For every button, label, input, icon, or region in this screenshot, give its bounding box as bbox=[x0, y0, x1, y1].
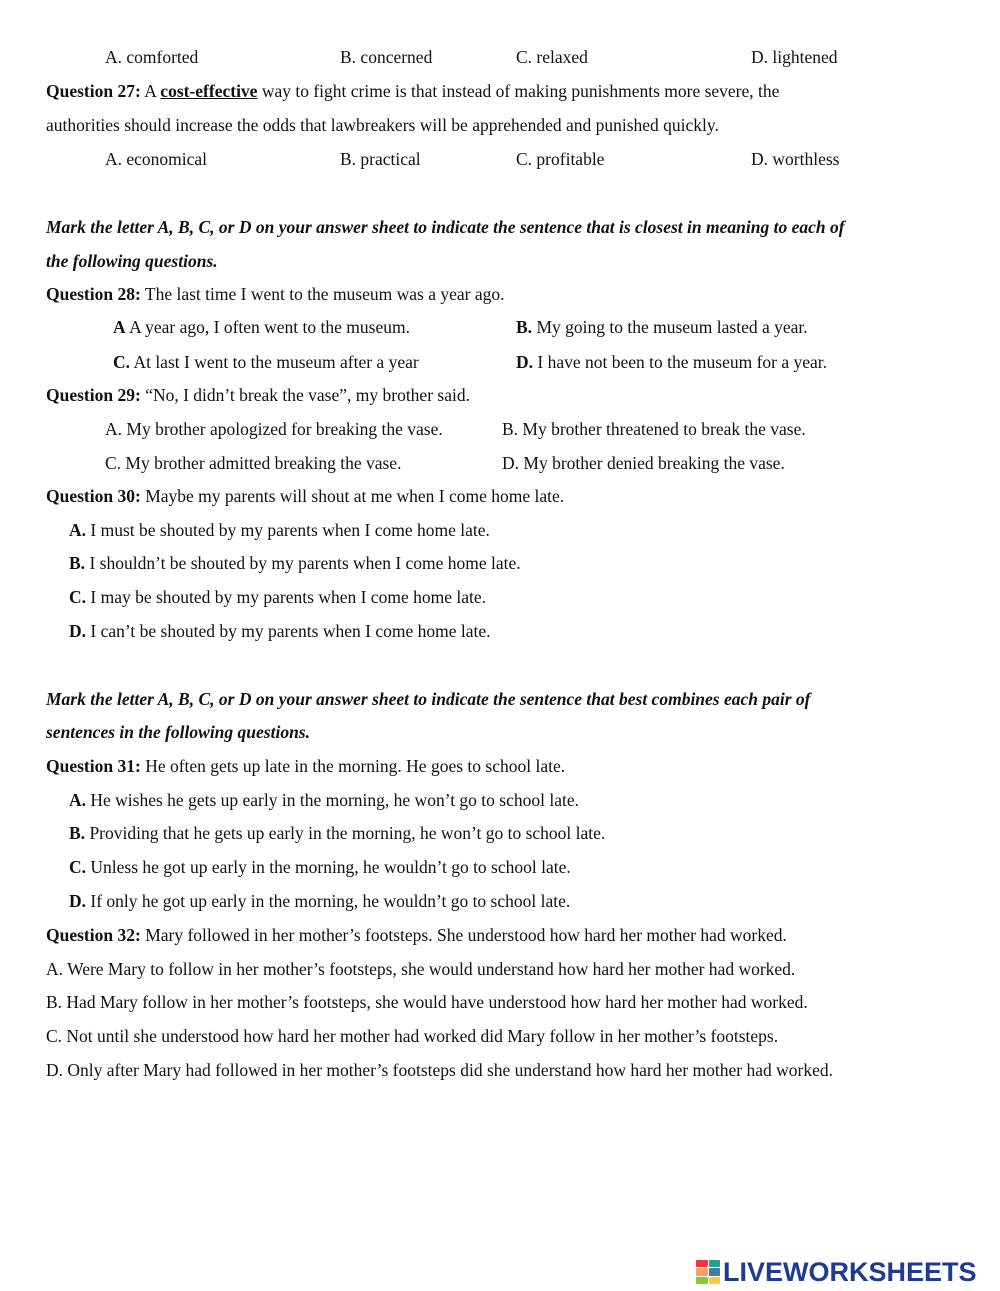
q30-option-b-letter: B. bbox=[69, 553, 86, 573]
q31-option-d-text: If only he got up early in the morning, he wouldn’t go to school late. bbox=[90, 891, 571, 911]
q27-label: Question 27: bbox=[46, 81, 141, 101]
logo-cell bbox=[696, 1268, 708, 1275]
q31-option-b-letter: B. bbox=[69, 823, 86, 843]
q28-option-b[interactable] bbox=[516, 316, 808, 338]
q28-stem bbox=[46, 283, 505, 305]
logo-cell bbox=[696, 1260, 708, 1267]
q32-option-c[interactable]: C. Not until she understood how hard her mother had worked did Mary follow in her mother’s footsteps. bbox=[46, 1026, 779, 1046]
q30-option-b-text: I shouldn’t be shouted by my parents when I come home late. bbox=[89, 553, 521, 573]
instruction-closest-meaning: Mark the letter A, B, C, or D on your answer sheet to indicate the sentence that is closest in meaning to each of bbox=[46, 217, 845, 237]
q26-option-a[interactable]: A. comforted bbox=[105, 47, 199, 67]
q26-option-c[interactable]: C. relaxed bbox=[516, 47, 588, 67]
q27-pre: A bbox=[144, 81, 156, 101]
q31-option-b-text: Providing that he gets up early in the morning, he won’t go to school late. bbox=[89, 823, 606, 843]
q28-option-a[interactable] bbox=[113, 316, 410, 338]
q27-option-b[interactable]: B. practical bbox=[340, 149, 421, 169]
q31-option-d[interactable] bbox=[69, 890, 570, 912]
instruction-combine-sentences: Mark the letter A, B, C, or D on your answer sheet to indicate the sentence that best combines each pair of bbox=[46, 689, 811, 709]
q29-label: Question 29: bbox=[46, 385, 141, 405]
q30-option-a[interactable] bbox=[69, 519, 490, 541]
q29-stem bbox=[46, 384, 470, 406]
q32-label: Question 32: bbox=[46, 925, 141, 945]
q28-option-d[interactable] bbox=[516, 351, 827, 373]
logo-cell bbox=[696, 1277, 708, 1284]
q31-option-c[interactable] bbox=[69, 856, 571, 878]
q28-option-a-text: A year ago, I often went to the museum. bbox=[129, 317, 410, 337]
q30-option-a-letter: A. bbox=[69, 520, 87, 540]
q31-option-d-letter: D. bbox=[69, 891, 87, 911]
q28-label: Question 28: bbox=[46, 284, 141, 304]
q28-option-a-letter: A bbox=[113, 317, 126, 337]
logo-text: LIVEWORKSHEETS bbox=[723, 1256, 977, 1287]
q27-option-a[interactable]: A. economical bbox=[105, 149, 208, 169]
q29-option-b[interactable]: B. My brother threatened to break the vase. bbox=[502, 419, 806, 439]
logo-cell bbox=[709, 1268, 721, 1275]
q31-option-a[interactable] bbox=[69, 789, 579, 811]
q30-option-d[interactable] bbox=[69, 620, 491, 642]
q30-text: Maybe my parents will shout at me when I come home late. bbox=[145, 486, 565, 506]
q28-text: The last time I went to the museum was a year ago. bbox=[144, 284, 505, 304]
q30-option-b[interactable] bbox=[69, 552, 521, 574]
q31-label: Question 31: bbox=[46, 756, 141, 776]
q31-option-a-letter: A. bbox=[69, 790, 87, 810]
q27-option-d[interactable]: D. worthless bbox=[751, 149, 840, 169]
q32-option-b[interactable]: B. Had Mary follow in her mother’s footsteps, she would have understood how hard her mother had worked. bbox=[46, 992, 808, 1012]
q28-option-d-letter: D. bbox=[516, 352, 534, 372]
q31-option-c-letter: C. bbox=[69, 857, 87, 877]
q32-option-a[interactable]: A. Were Mary to follow in her mother’s footsteps, she would understand how hard her mother had worked. bbox=[46, 959, 796, 979]
q29-option-a[interactable]: A. My brother apologized for breaking the vase. bbox=[105, 419, 443, 439]
q26-option-d[interactable]: D. lightened bbox=[751, 47, 838, 67]
q26-option-b[interactable]: B. concerned bbox=[340, 47, 433, 67]
q29-option-c[interactable]: C. My brother admitted breaking the vase. bbox=[105, 453, 402, 473]
q31-option-a-text: He wishes he gets up early in the morning, he won’t go to school late. bbox=[90, 790, 579, 810]
q29-text: “No, I didn’t break the vase”, my brother said. bbox=[145, 385, 470, 405]
q28-option-c-text: At last I went to the museum after a year bbox=[133, 352, 419, 372]
q30-option-d-letter: D. bbox=[69, 621, 87, 641]
q27-stem-line2: authorities should increase the odds that lawbreakers will be apprehended and punished quickly. bbox=[46, 115, 719, 135]
q30-option-c-letter: C. bbox=[69, 587, 87, 607]
q32-text: Mary followed in her mother’s footsteps. She understood how hard her mother had worked. bbox=[145, 925, 787, 945]
q29-option-d[interactable]: D. My brother denied breaking the vase. bbox=[502, 453, 785, 473]
q30-option-c-text: I may be shouted by my parents when I come home late. bbox=[90, 587, 486, 607]
liveworksheets-logo bbox=[696, 1258, 977, 1286]
q31-text: He often gets up late in the morning. He goes to school late. bbox=[145, 756, 566, 776]
q30-option-c[interactable] bbox=[69, 586, 486, 608]
q28-option-b-text: My going to the museum lasted a year. bbox=[536, 317, 808, 337]
q31-stem bbox=[46, 755, 565, 777]
q27-option-c[interactable]: C. profitable bbox=[516, 149, 605, 169]
logo-grid-icon bbox=[696, 1260, 720, 1284]
logo-cell bbox=[709, 1260, 721, 1267]
q30-stem bbox=[46, 485, 564, 507]
q28-option-c-letter: C. bbox=[113, 352, 131, 372]
instruction-combine-sentences-line2: sentences in the following questions. bbox=[46, 722, 310, 742]
q27-post: way to fight crime is that instead of making punishments more severe, the bbox=[261, 81, 780, 101]
q30-option-d-text: I can’t be shouted by my parents when I come home late. bbox=[90, 621, 491, 641]
q30-label: Question 30: bbox=[46, 486, 141, 506]
q30-option-a-text: I must be shouted by my parents when I come home late. bbox=[90, 520, 490, 540]
instruction-closest-meaning-line2: the following questions. bbox=[46, 251, 218, 271]
q28-option-c[interactable] bbox=[113, 351, 419, 373]
q27-underlined-word: cost-effective bbox=[160, 81, 258, 101]
q27-stem bbox=[46, 80, 779, 102]
q28-option-b-letter: B. bbox=[516, 317, 533, 337]
q31-option-b[interactable] bbox=[69, 822, 605, 844]
q28-option-d-text: I have not been to the museum for a year. bbox=[537, 352, 828, 372]
q32-option-d[interactable]: D. Only after Mary had followed in her mother’s footsteps did she understand how hard her mother had worked. bbox=[46, 1060, 833, 1080]
q31-option-c-text: Unless he got up early in the morning, he wouldn’t go to school late. bbox=[90, 857, 571, 877]
logo-cell bbox=[709, 1277, 721, 1284]
q32-stem bbox=[46, 924, 787, 946]
